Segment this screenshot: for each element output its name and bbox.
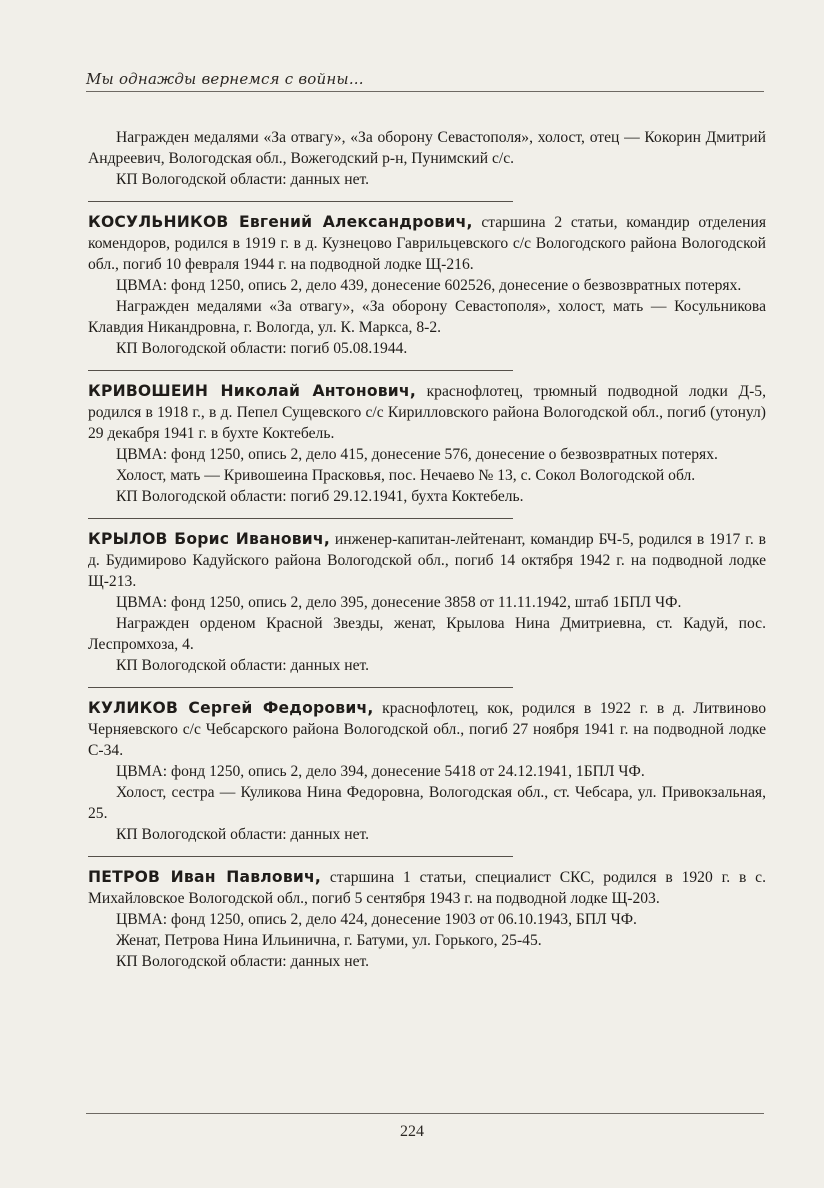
entry-kulikov [88, 698, 766, 845]
entry-kp: КП Вологодской области: погиб 05.08.1944. [116, 340, 408, 357]
entry-archive: ЦВМА: фонд 1250, опись 2, дело 415, донесение 576, донесение о безвозвратных потерях. [116, 446, 718, 463]
entry-name: КОСУЛЬНИКОВ Евгений Александрович, [88, 213, 473, 231]
footer-rule [86, 1113, 764, 1114]
entry-divider [88, 201, 513, 202]
entry-divider [88, 518, 513, 519]
entry-petrov [88, 867, 766, 972]
entry-summary: инженер-капитан-лейтенант, командир БЧ-5, родился в 1917 г. в д. Будимирово Кадуйского района Вологодской обл., погиб 14 октября 1942 г. на подводной лодке Щ-213. [88, 531, 766, 590]
entry-family: Холост, мать — Кривошеина Прасковья, пос. Нечаево № 13, с. Сокол Вологодской обл. [116, 467, 696, 484]
entry-archive: ЦВМА: фонд 1250, опись 2, дело 395, донесение 3858 от 11.11.1942, штаб 1БПЛ ЧФ. [116, 594, 682, 611]
entry-family: Женат, Петрова Нина Ильинична, г. Батуми, ул. Горького, 25-45. [116, 932, 542, 949]
entry-name: ПЕТРОВ Иван Павлович, [88, 868, 322, 886]
entry-name: КРЫЛОВ Борис Иванович, [88, 530, 330, 548]
entry-summary: краснофлотец, трюмный подводной лодки Д-5, родился в 1918 г., в д. Пепел Сущевского с/с Кирилловского района Вологодской обл., погиб (утонул) 29 декабря 1941 г. в бухте Коктебель. [88, 383, 766, 442]
entry-lead [88, 698, 766, 761]
entry-kp: КП Вологодской области: данных нет. [116, 657, 370, 674]
entry-divider [88, 856, 513, 857]
entry-kp: КП Вологодской области: данных нет. [116, 953, 370, 970]
entry-summary: старшина 2 статьи, командир отделения комендоров, родился в 1919 г. в д. Кузнецово Гаврильцевского с/с Вологодского района Вологодской обл., погиб 10 февраля 1944 г. на подводной лодке Щ-216. [88, 214, 766, 273]
intro-paragraph-awards: Награжден медалями «За отвагу», «За оборону Севастополя», холост, отец — Кокорин Дмитрий Андреевич, Вологодская обл., Вожегодский р-н, Пунимский с/с. [88, 129, 766, 167]
entry-archive: ЦВМА: фонд 1250, опись 2, дело 424, донесение 1903 от 06.10.1943, БПЛ ЧФ. [116, 911, 637, 928]
entry-archive: ЦВМА: фонд 1250, опись 2, дело 439, донесение 602526, донесение о безвозвратных потерях. [116, 277, 742, 294]
entry-family: Холост, сестра — Куликова Нина Федоровна, Вологодская обл., ст. Чебсара, ул. Привокзальная, 25. [88, 784, 766, 822]
entry-kp: КП Вологодской области: данных нет. [116, 826, 370, 843]
entry-lead [88, 867, 766, 909]
entry-kosulnikov [88, 212, 766, 359]
intro-paragraph-kp: КП Вологодской области: данных нет. [116, 171, 370, 188]
entry-summary: старшина 1 статьи, специалист СКС, родился в 1920 г. в с. Михайловское Вологодской обл., погиб 5 сентября 1943 г. на подводной лодке Щ-203. [88, 869, 766, 907]
entry-lead [88, 529, 766, 592]
entry-name: КРИВОШЕИН Николай Антонович, [88, 382, 416, 400]
entry-lead [88, 212, 766, 275]
entry-family: Награжден орденом Красной Звезды, женат, Крылова Нина Дмитриевна, ст. Кадуй, пос. Леспромхоза, 4. [88, 615, 766, 653]
page-number: 224 [400, 1123, 424, 1140]
entry-krylov [88, 529, 766, 676]
running-head: Мы однажды вернемся с войны... [86, 70, 364, 88]
entry-archive: ЦВМА: фонд 1250, опись 2, дело 394, донесение 5418 от 24.12.1941, 1БПЛ ЧФ. [116, 763, 645, 780]
entry-name: КУЛИКОВ Сергей Федорович, [88, 699, 374, 717]
entry-divider [88, 370, 513, 371]
entry-krivoshein [88, 381, 766, 507]
entry-summary: краснофлотец, кок, родился в 1922 г. в д. Литвиново Черняевского с/с Чебсарского района Вологодской обл., погиб 27 ноября 1941 г. на подводной лодке С-34. [88, 700, 766, 759]
page-body [88, 127, 766, 972]
entry-divider [88, 687, 513, 688]
entry-lead [88, 381, 766, 444]
entry-family: Награжден медалями «За отвагу», «За оборону Севастополя», холост, мать — Косульникова Клавдия Никандровна, г. Вологда, ул. К. Маркса, 8-2. [88, 298, 766, 336]
header-rule [86, 91, 764, 92]
entry-kp: КП Вологодской области: погиб 29.12.1941, бухта Коктебель. [116, 488, 524, 505]
